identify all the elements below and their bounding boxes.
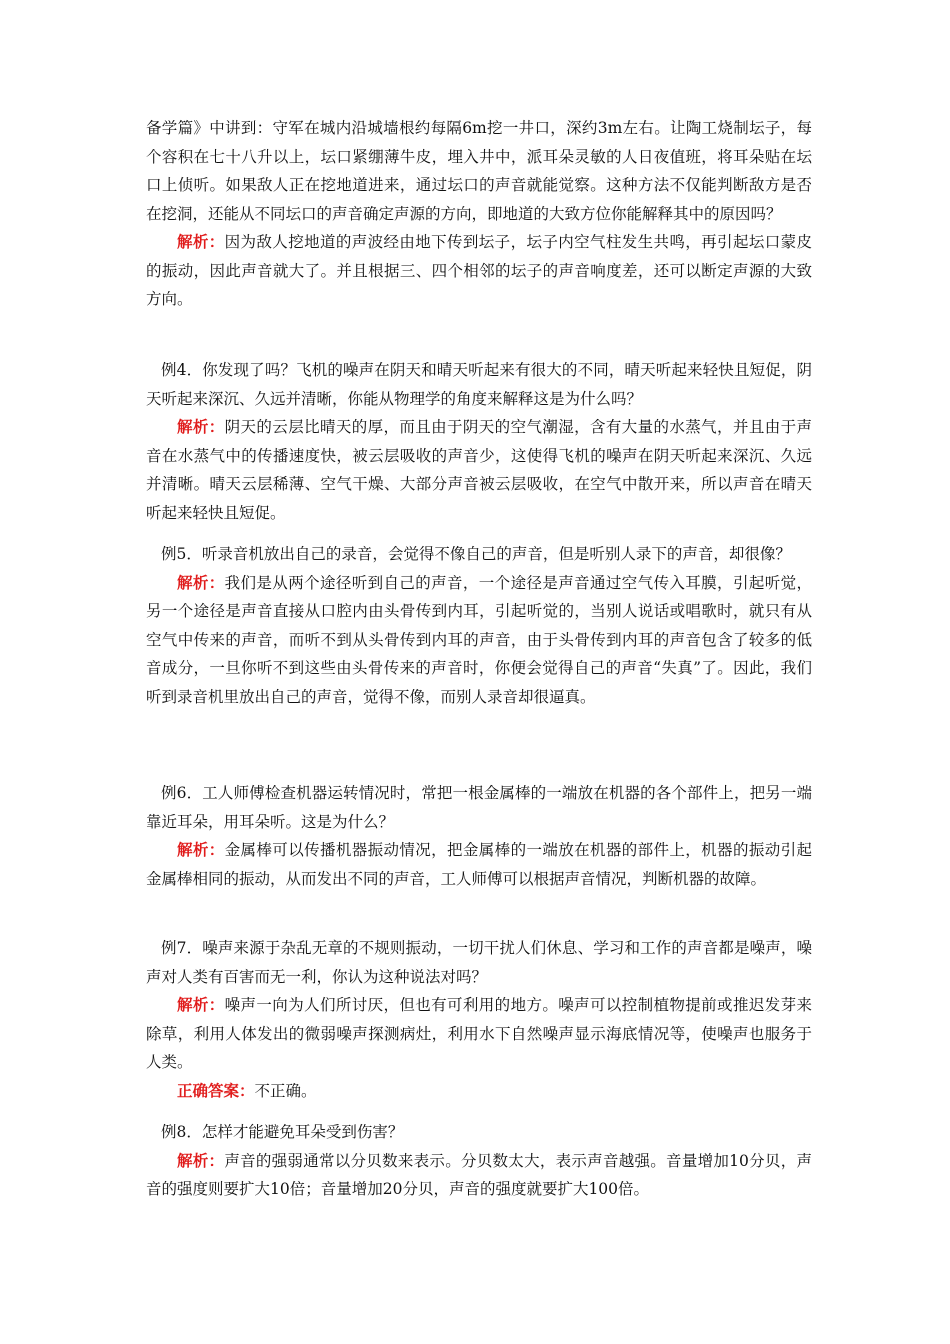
intro-analysis <box>146 228 812 314</box>
intro-section <box>146 114 812 314</box>
example-question: 例6．工人师傅检查机器运转情况时，常把一根金属棒的一端放在机器的各个部件上，把另一端靠近耳朵，用耳朵听。这是为什么？ <box>146 784 812 831</box>
answer-label: 正确答案： <box>177 1081 255 1100</box>
analysis-label: 解析： <box>177 1151 225 1170</box>
example-analysis <box>146 991 812 1077</box>
example-8 <box>146 1118 812 1204</box>
example-4 <box>146 356 812 527</box>
example-7 <box>146 934 812 1105</box>
analysis-text: 阴天的云层比晴天的厚，而且由于阴天的空气潮湿，含有大量的水蒸气，并且由于声音在水蒸气中的传播速度快，被云层吸收的声音少，这使得飞机的噪声在阴天听起来深沉、久远并清晰。晴天云层稀薄、空气干燥、大部分声音被云层吸收，在空气中散开来，所以声音在晴天听起来轻快且短促。 <box>146 418 812 522</box>
example-analysis <box>146 836 812 893</box>
analysis-text: 我们是从两个途径听到自己的声音，一个途径是声音通过空气传入耳膜，引起听觉，另一个途径是声音直接从口腔内由头骨传到内耳，引起听觉的，当别人说话或唱歌时，就只有从空气中传来的声音，而听不到从头骨传到内耳的声音，由于头骨传到内耳的声音包含了较多的低音成分，一旦你听不到这些由头骨传来的声音时，你便会觉得自己的声音“失真”了。因此，我们听到录音机里放出自己的声音，觉得不像，而别人录音却很逼真。 <box>146 573 812 706</box>
analysis-text: 金属棒可以传播机器振动情况，把金属棒的一端放在机器的部件上，机器的振动引起金属棒相同的振动，从而发出不同的声音，工人师傅可以根据声音情况，判断机器的故障。 <box>146 841 812 888</box>
analysis-label: 解析： <box>177 841 225 859</box>
example-5 <box>146 540 812 711</box>
example-question: 例5．听录音机放出自己的录音，会觉得不像自己的声音，但是听别人录下的声音，却很像？ <box>161 545 791 563</box>
example-analysis <box>146 569 812 712</box>
example-6 <box>146 779 812 893</box>
example-analysis <box>146 413 812 527</box>
analysis-text: 噪声一向为人们所讨厌，但也有可利用的地方。噪声可以控制植物提前或推迟发芽来除草，利用人体发出的微弱噪声探测病灶，利用水下自然噪声显示海底情况等，使噪声也服务于人类。 <box>146 996 812 1071</box>
analysis-label: 解析： <box>177 418 225 436</box>
analysis-text: 因为敌人挖地道的声波经由地下传到坛子，坛子内空气柱发生共鸣，再引起坛口蒙皮的振动，因此声音就大了。并且根据三、四个相邻的坛子的声音响度差，还可以断定声源的大致方向。 <box>146 233 812 308</box>
analysis-text: 声音的强弱通常以分贝数来表示。分贝数太大，表示声音越强。音量增加10分贝，声音的强度则要扩大10倍；音量增加20分贝，声音的强度就要扩大100倍。 <box>146 1151 812 1198</box>
answer-text: 不正确。 <box>254 1081 317 1100</box>
intro-text: 备学篇》中讲到：守军在城内沿城墙根约每隔6m挖一井口，深约3m左右。让陶工烧制坛子，每个容积在七十八升以上，坛口紧绷薄牛皮，埋入井中，派耳朵灵敏的人日夜值班，将耳朵贴在坛口上侦听。如果敌人正在挖地道进来，通过坛口的声音就能觉察。这种方法不仅能判断敌方是否在挖洞，还能从不同坛口的声音确定声源的方向，即地道的大致方位你能解释其中的原因吗？ <box>146 119 812 223</box>
example-question: 例7．噪声来源于杂乱无章的不规则振动，一切干扰人们休息、学习和工作的声音都是噪声，噪声对人类有百害而无一利，你认为这种说法对吗？ <box>146 939 812 986</box>
analysis-label: 解析： <box>177 996 225 1014</box>
example-answer <box>146 1077 812 1106</box>
example-analysis <box>146 1147 812 1204</box>
analysis-label: 解析： <box>177 573 225 592</box>
analysis-label: 解析： <box>177 233 225 251</box>
example-question: 例4．你发现了吗？飞机的噪声在阴天和晴天听起来有很大的不同，晴天听起来轻快且短促，阴天听起来深沉、久远并清晰，你能从物理学的角度来解释这是为什么吗？ <box>146 361 812 408</box>
example-question: 例8．怎样才能避免耳朵受到伤害？ <box>161 1123 404 1141</box>
